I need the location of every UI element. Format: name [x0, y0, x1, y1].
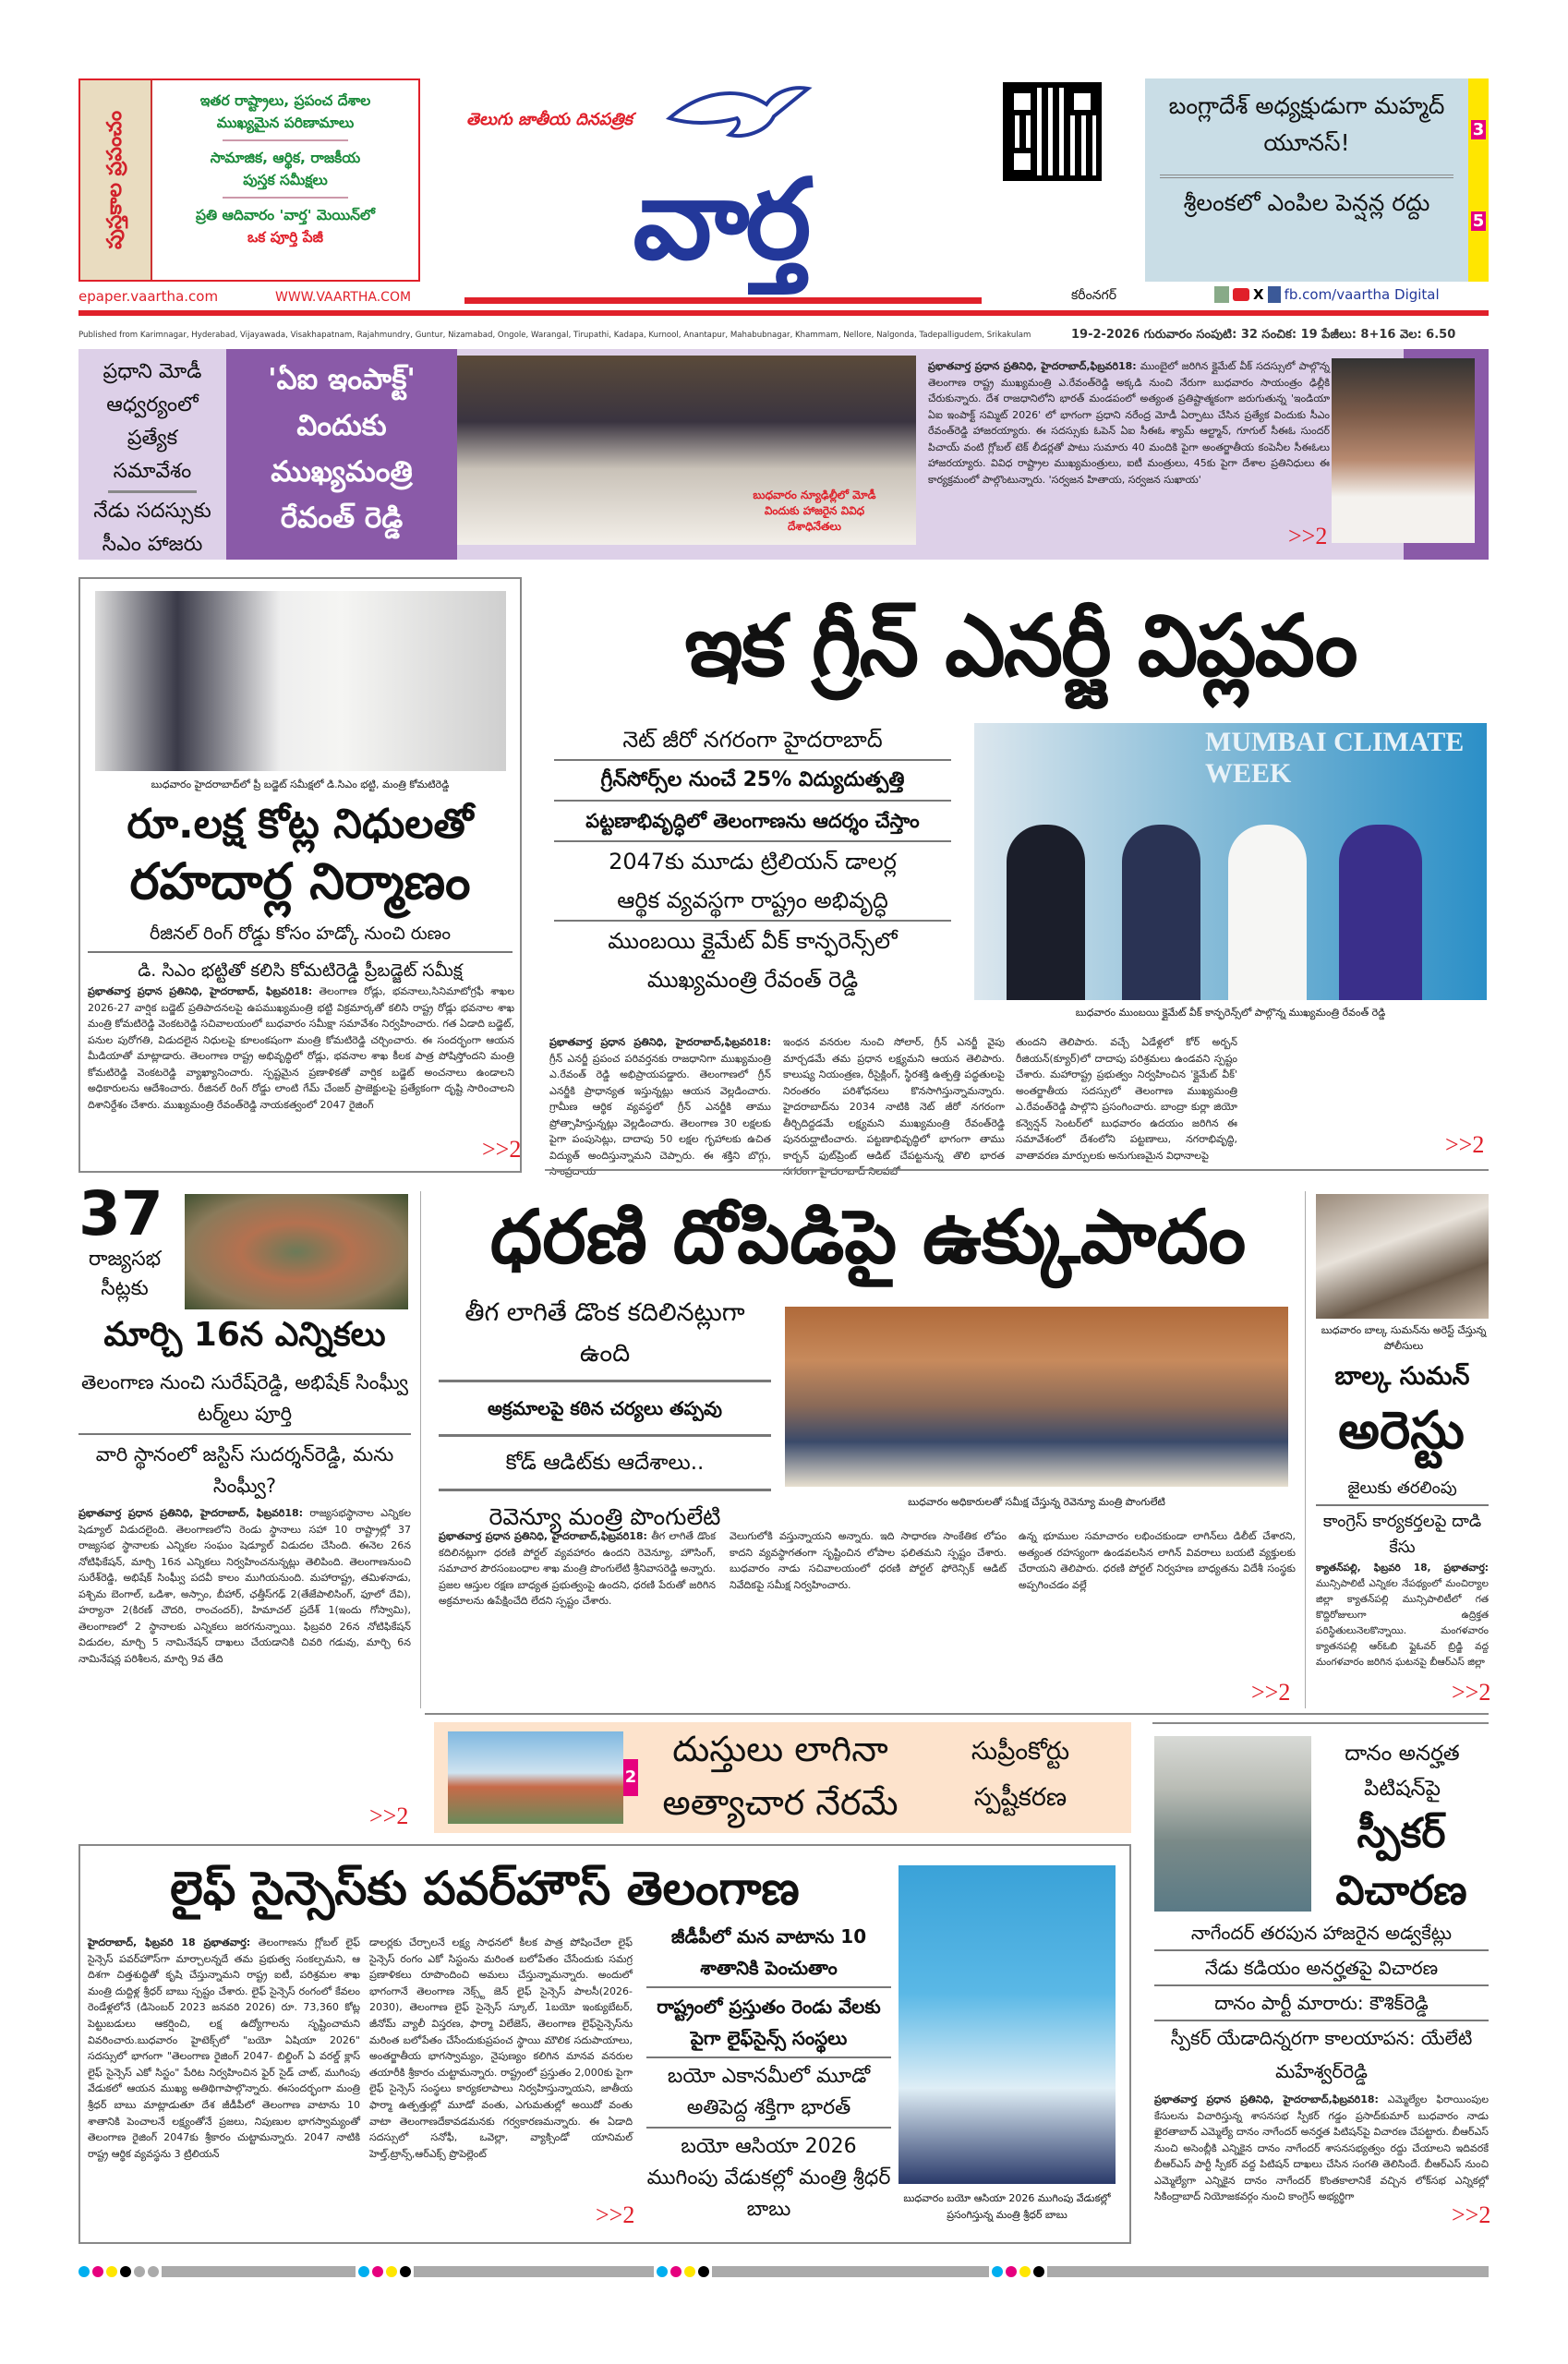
revenue-meeting-photo [785, 1307, 1288, 1487]
kicker-line: సీట్లకు [101, 1277, 149, 1300]
revanth-portrait [1332, 358, 1475, 543]
promo-box [78, 78, 420, 282]
dharani-body-col-2: వెలుగులోకి వస్తున్నాయని అన్నారు. ఇది సాధారణ సాంకేతిక లోపం కాదని వ్యవస్థాగతంగా సృష్టించిన లోపాల ఫలితమని స్పష్టం చేశారు. బుధవారం నాడు సచివాలయంలో ధరణి పోర్టల్ ఫోరెన్సిక్ ఆడిట్ నివేదికపై సమీక్ష నిర్వహించారు. [730, 1530, 1007, 1591]
headline-line: విచారణ [1335, 1867, 1467, 1914]
dharani-body-col-1: ప్రభాతవార్త ప్రధాన ప్రతినిధి, హైదరాబాద్,ఫిబ్రవరి18: తీగ లాగితే డొంక కదిలినట్లుగా ధరణి పోర్టల్ వ్యవహారం ఉందని రెవెన్యూ, హౌసింగ్, సమాచార పౌరసంబంధాల శాఖ మంత్రి పొంగులేటి శ్రీనివాసరెడ్డి అన్నారు. ప్రజల ఆస్తుల రక్షణ బాధ్యత ప్రభుత్వంపై ఉందని, ధరణి పేరుతో జరిగిన అక్రమాలను ఉపేక్షించేది లేదని స్పష్టం చేశారు. [439, 1530, 716, 1607]
teaser-page-badge: 3 [1472, 120, 1485, 139]
rajyasabha-headline: మార్చి 16న ఎన్నికలు [103, 1316, 386, 1354]
subheadline: కాంగ్రెస్ కార్యకర్తలపై దాడి కేసు [1322, 1512, 1482, 1557]
supreme-court-photo [448, 1731, 623, 1824]
promo-line: ఇతర రాష్ట్రాలు, ప్రపంచ దేశాల [199, 92, 371, 109]
social-handle[interactable]: fb.com/vaartha Digital [1284, 286, 1440, 303]
teaser-box [1145, 78, 1468, 282]
subheadline: వారి స్థానంలో జస్టిస్ సుదర్శన్‌రెడ్డి, మను సింఘ్వీ? [95, 1443, 394, 1497]
rajyasabha-body: ప్రభాతవార్త ప్రధాన ప్రతినిధి, హైదరాబాద్, ఫిబ్రవరి18: రాజ్యసభస్థానాల ఎన్నికల షెడ్యూల్ విడుదలైంది. తెలంగాణలోని రెండు స్థానాలు సహా 10 రాష్ట్రాల్లో 37 రాజ్యసభ స్థానాలకు ఎన్నికల సంఘం షెడ్యూల్ విడుదల చేసింది. ఈనెల 26న నోటిఫికేషన్, మార్చి 16న ఎన్నికలు నిర్వహించనున్నట్లు తెలిపింది. తెలంగాణనుంచి సురేశ్‌రెడ్డి, అభిషేక్ సింఘ్వీ పదవీ కాలం ముగియనుంది. మహారాష్ట్ర, తమిళనాడు, పశ్చిమ బెంగాల్, ఒడిశా, అస్సాం, బీహార్, ఛత్తీస్‌గఢ్ 2(తేజేపాలిసింగ్, ఫూలో దేవి), హర్యానా 2(కిరణ్ చౌదరి, రాంచందర్), హిమాచల్ ప్రదేశ్ 1(ఇందు గోస్వామి), తెలంగాణలో 2 స్థానాలకు ఎన్నికలు జరగనున్నాయి. ఫిబ్రవరి 26న నోటిఫికేషన్ విడుదల, మార్చి 5 నామినేషన్ దాఖలు చేయడానికి చివరి గడువు, మార్చి 6న నామినేషన్ల పరిశీలన, మార్చి 9వ తేది [78, 1507, 412, 1665]
photo-caption: బుధవారం బాల్క సుమన్‌ను అరెస్ట్ చేస్తున్న పోలీసులు [1321, 1324, 1487, 1352]
continued-link[interactable]: >>2 [1445, 1131, 1485, 1158]
epaper-link[interactable]: epaper.vaartha.com [78, 288, 219, 305]
promo-line: పుస్తక సమీక్షలు [243, 172, 328, 188]
kicker-line: సీఎం హాజరు [102, 533, 203, 556]
dharani-body-col-3: ఉన్న భూముల సమాచారం లభించకుండా లాగిన్‌లు డిలీట్ చేశారని, అత్యంత రహస్యంగా ఉండవలసిన లాగిన్ వివరాలు బయటి వ్యక్తులకు చేరాయని తెలిపారు. ధరణి పోర్టల్ నిర్వహణ బాధ్యతను విదేశీ సంస్థకు అప్పగించడం వల్లే [1019, 1530, 1296, 1591]
column-divider [1305, 1191, 1306, 1708]
photo-caption: బుధవారం ముంబయి క్లైమేట్ వీక్ కాన్ఫరెన్స్‌లో పాల్గొన్న ముఖ్యమంత్రి రేవంత్ రెడ్డి [1075, 1007, 1386, 1019]
qr-code[interactable] [1008, 88, 1096, 175]
headline-line: దుస్తులు లాగినా [672, 1729, 888, 1769]
balka-kicker: బాల్క సుమన్ [1334, 1362, 1470, 1391]
page-badge: 2 [623, 1759, 638, 1796]
dove-icon [665, 81, 813, 146]
photo-caption: బుధవారం న్యూఢిల్లీలో మోడీ విందుకు హాజరైన వివిధ దేశాధినేతలు [753, 488, 876, 533]
subheadline: డి. సిఎం భట్టితో కలిసి కోమటిరెడ్డి ప్రీబడ్జెట్ సమీక్ష [138, 960, 463, 981]
kicker-line: ఆధ్వర్యంలో [106, 393, 199, 416]
edition-name: కరీంనగర్ [1071, 288, 1116, 303]
promo-highlight: ఒక పూర్తి పేజీ [247, 229, 324, 246]
headline-line: అత్యాచార నేరమే [662, 1782, 899, 1823]
x-icon[interactable]: X [1253, 286, 1264, 303]
life-body-col-2: డాలర్లకు చేర్చాలనే లక్ష్య సాధనలో కీలక పాత్ర పోషించేలా లైఫ్ సైన్సెస్ రంగం ఎకో సిస్టంను మరింత బలోపేతం చేసేందుకు సమగ్ర ప్రణాళికలు రూపొందించి అమలు చేస్తున్నామన్నారు. అందులో భాగంగానే తెలంగాణ నెక్స్ట్ జెన్ లైఫ్ సైన్సెస్ పాలసీ(2026-2030), తెలంగాణ లైఫ్ సైన్సెస్ స్కూల్, 1బయో ఇంక్యుబేటర్, జీనోమ్ వ్యాలీ విస్తరణ, ఫార్మా విలేజెస్, తెలంగాణ లైఫ్‌సైన్సెస్‌ను మరింత బలోపేతం చేసేందుకుప్రపంచ స్థాయి మౌలిక సదుపాయాలు, అంతర్జాతీయ భాగస్వామ్యం, నైపుణ్యం కలిగిన మానవ వనరుల తయారీకి శ్రీకారం చుట్టామన్నారు. రాష్ట్రంలో ప్రస్తుతం 2,000కు పైగా లైఫ్ సైన్సెస్ సంస్థలు కార్యకలాపాలు నిర్వహిస్తున్నాయని, జాతీయ ఫార్మా ఉత్పత్తుల్లో మూడో వంతు, ఎగుమతుల్లో అయిదో వంతు వాటా తెలంగాణదేకావడమనకు గర్వకారణమన్నారు. ఈ ఏడాది సదస్సులో సనోఫీ, ఒవెల్లా, వ్యాక్సిండో యానిమల్ హెల్త్,ట్రాన్స్,ఆర్ఎక్స్ ప్రొపెల్లెంట్ [369, 1936, 633, 2160]
section-rule [545, 1169, 1489, 1171]
kicker-line: ప్రధాని మోడీ [103, 360, 202, 383]
kicker-line: సమావేశం [113, 460, 192, 483]
life-body-col-1: హైదరాబాద్, ఫిబ్రవరి 18 ప్రభాతవార్త: తెలంగాణను గ్లోబల్ లైఫ్ సైన్సెస్ పవర్‌హౌస్‌గా మార్చాలన్నదే తమ ప్రభుత్వ సంకల్పమని, ఆ దిశగా చిత్తశుద్ధితో కృషి చేస్తున్నామని రాష్ట్ర ఐటీ, పరిశ్రమల శాఖ మంత్రి దుద్దిళ్ల శ్రీధర్ బాబు స్పష్టం చేశారు. లైఫ్ సైన్సెస్ రంగంలో కేవలం రెండేళ్లలోనే (డిసెంబర్ 2023 జనవరి 2026) రూ. 73,360 కోట్ల పెట్టుబడులు ఆకర్షించి, లక్ష ఉద్యోగాలను సృష్టించామని వివరించారు.బుధవారం హైటెక్స్‌లో "బయో ఏషియా 2026" సదస్సులో భాగంగా "తెలంగాణ రైజింగ్ 2047- బిల్డింగ్ ఏ వరల్డ్ క్లాస్ లైఫ్ సైన్సెస్ ఎకో సిస్టం" పేరిట నిర్వహించిన ఫైర్ సైడ్ చాట్, ముగింపు వేడుకలో ఆయన ముఖ్య అతిథిగాపాల్గొన్నారు. ఈసందర్భంగా మంత్రి శ్రీధర్ బాబు మాట్లాడుతూ దేశ జీడీపీలో తెలంగాణ వాటాను 10 శాతానికి పెంచాలనే లక్ష్యంతోనే ప్రజలు, నిపుణుల భాగస్వామ్యంతో తెలంగాణ రైజింగ్ 2047కు శ్రీకారం చుట్టామన్నారు. 2047 నాటికి రాష్ట్ర ఆర్థిక వ్యవస్థను 3 ట్రిలియన్ [88, 1936, 360, 2160]
budget-meeting-photo [95, 591, 506, 771]
balka-body: క్యాతన్‌పల్లి, ఫిబ్రవరి 18, ప్రభాతవార్త: మున్సిపాలిటీ ఎన్నికల నేపథ్యంలో మంచిర్యాల జిల్లా క్యాతన్‌పల్లి మున్సిపాలిటీలో గత కొద్దిరోజులుగా ఉద్రిక్తత పరిస్థితులునెలకొన్నాయి. మంగళవారం క్యాతనపల్లి ఆర్‌ఓబి ఫ్లైఓవర్ బ్రిడ్జి వద్ద మంగళవారం జరిగిన ఘటనపై బీఆర్‌ఎస్ జిల్లా [1316, 1562, 1489, 1668]
color-registration-strip [78, 2264, 1489, 2279]
website-link[interactable]: WWW.VAARTHA.COM [275, 290, 412, 305]
continued-link[interactable]: >>2 [369, 1803, 409, 1829]
app-icon[interactable] [1214, 286, 1229, 303]
modi-dinner-photo [457, 356, 916, 545]
ai-headline-panel: 'ఏఐ ఇంపాక్ట్' విందుకు ముఖ్యమంత్రి రేవంత్ రెడ్డి [226, 349, 457, 560]
promo-line: ప్రతి ఆదివారం 'వార్త' మెయిన్‌లో [195, 207, 376, 223]
parliament-photo [185, 1194, 408, 1309]
roads-body: ప్రభాతవార్త ప్రధాన ప్రతినిధి, హైదరాబాద్, ఫిబ్రవరి18: తెలంగాణ రోడ్లు, భవనాలు,సినిమాటోగ్రఫీ శాఖల 2026-27 వార్షిక బడ్జెట్ ప్రతిపాదనలపై ఉపముఖ్యమంత్రి భట్టి విక్రమార్కతో కలిసి రాష్ట్ర రోడ్లు భవనాల శాఖ మంత్రి కోమటిరెడ్డి వెంకటరెడ్డి సచివాలయంలో బుధవారం సమీక్షా సమావేశం నిర్వహించారు. గత ఏడాది బడ్జెట్, పనుల పురోగతి, విడుదలైన నిధులపై కూలంకషంగా మంత్రి కోమటిరెడ్డి చర్చించారు. ఈ సందర్భంగా ఆయన మీడియాతో మాట్లాడారు. తెలంగాణ రాష్ట్ర అభివృద్ధిలో రోడ్లు, భవనాల శాఖ కీలక పాత్ర పోషిస్తోందని మంత్రి కోమటిరెడ్డి వెంకటరెడ్డి వ్యాఖ్యానించారు. స్పష్టమైన ప్రణాళికతో వార్షిక బడ్జెట్ అంచనాలు ఉండాలని అధికారులను ఆదేశించారు. రీజినల్ రింగ్ రోడ్డు లాంటి గేమ్ చేంజర్ ప్రాజెక్టులపై ప్రత్యేకంగా దృష్టి సారించాలని దిశానిర్దేశం చేశారు. ముఖ్యమంత్రి రేవంత్‌రెడ్డి నాయకత్వంలో 2047 రైజింగ్ [88, 985, 514, 1111]
masthead-logo: వార్త [633, 156, 808, 284]
kicker-line: ప్రత్యేక [127, 427, 178, 450]
photo-caption: బుధవారం హైదరాబాద్‌లో ప్రీ బడ్జెట్ సమీక్షలో డి.సిఎం భట్టి, మంత్రి కోమటిరెడ్డి [151, 778, 450, 790]
promo-line: సామాజిక, ఆర్థిక, రాజకీయ [210, 150, 361, 166]
subheadline: రీజినల్ రింగ్ రోడ్డు కోసం హడ్కో నుంచి రుణం [150, 923, 451, 944]
kicker-line: నేడు సదస్సుకు [93, 500, 211, 523]
kicker-line: రాజ్యసభ [88, 1248, 162, 1271]
life-subheadlines: జీడీపీలో మన వాటాను 10 శాతానికి పెంచుతాం రాష్ట్రంలో ప్రస్తుతం రెండు వేలకు పైగా లైఫ్‌సైన్స్ సంస్థలు బయో ఎకానమీలో మూడో అతిపెద్ద శక్తిగా భారత్ బయో ఆసియా 2026 ముగింపు వేడుకల్లో మంత్రి శ్రీధర్ బాబు [646, 1925, 891, 2221]
continued-link[interactable]: >>2 [482, 1136, 522, 1163]
green-body-col-2: ఇంధన వనరుల నుంచి సోలార్, గ్రీన్ ఎనర్జీ వైపు మార్చడమే తమ ప్రధాన లక్ష్యమని ఆయన తెలిపారు. కాలుష్య నియంత్రణ, రీసైక్లింగ్, స్థిరశక్తి ఉత్పత్తి పద్ధతులపై నిరంతరం పరిశోధనలు కొనసాగిస్తున్నామన్నారు. హైదరాబాద్‌ను 2034 నాటికి నెట్ జీరో నగరంగా తీర్చిదిద్దడమే లక్ష్యమని ముఖ్యమంత్రి రేవంత్‌రెడ్డి పునరుద్ఘాటించారు. పట్టణాభివృద్ధిలో భాగంగా తాము కార్బన్ ఫుట్‌ప్రింట్ ఆడిట్ చేపట్టనున్న తొలి భారత నగరంగా హైదరాబాద్ నిలవబో [783, 1036, 1005, 1177]
speaker-photo [1154, 1736, 1311, 1912]
youtube-icon[interactable] [1233, 288, 1249, 301]
social-links[interactable] [1214, 286, 1440, 303]
photo-sign: MUMBAI CLIMATE WEEK [1205, 727, 1465, 789]
green-headline: ఇక గ్రీన్ ఎనర్జీ విప్లవం [684, 597, 1357, 695]
climate-week-photo [974, 723, 1487, 1000]
continued-link[interactable]: >>2 [1452, 1679, 1491, 1706]
life-headline: లైఫ్ సైన్సెస్‌కు పవర్‌హౌస్ తెలంగాణ [170, 1862, 800, 1915]
masthead-tagline: తెలుగు జాతీయ దినపత్రిక [466, 110, 633, 129]
column-divider [420, 1191, 421, 1708]
continued-link[interactable]: >>2 [1452, 2201, 1491, 2228]
continued-link[interactable]: >>2 [596, 2201, 635, 2228]
sridhar-babu-photo [899, 1865, 1116, 2184]
green-body-col-3: తుందని తెలిపారు. వచ్చే ఏడేళ్లలో కోర్ అర్బన్ రీజియన్‌(క్యూర్)లో దాదాపు పరిశ్రమలు ఉండవని స్పష్టం చేశారు. మహారాష్ట్ర ప్రభుత్వం నిర్వహించిన 'క్లైమేట్ వీక్' అంతర్జాతీయ సదస్సులో తెలంగాణ ముఖ్యమంత్రి ఎ.రేవంత్‌రెడ్డి పాల్గొని ప్రసంగించారు. బాంద్రా కుర్లా జియో కన్వెన్షన్ సెంటర్‌లో బుధవారం ఉదయం జరిగిన ఈ సమావేశంలో దేశంలోని పట్టణాలు, నగరాభివృద్ధి, వాతావరణ మార్పులకు అనుగుణమైన విధానాలపై [1016, 1036, 1237, 1162]
kicker-line: పిటిషన్‌పై [1363, 1777, 1441, 1801]
balka-headline: అరెస్టు [1338, 1401, 1465, 1461]
facebook-icon[interactable] [1268, 286, 1281, 303]
teaser-1[interactable]: బంగ్లాదేశ్ అధ్యక్షుడుగా మహ్మద్ యూనస్! [1168, 92, 1445, 156]
teaser-2[interactable]: శ్రీలంకలో ఎంపిల పెన్షన్ల రద్దు [1183, 189, 1430, 216]
green-body-col-1: ప్రభాతవార్త ప్రధాన ప్రతినిధి, హైదరాబాద్,ఫిబ్రవరి18: గ్రీన్ ఎనర్జీ ప్రపంచ పరివర్తనకు రాజధానిగా ముఖ్యమంత్రి ఎ.రేవంత్ రెడ్డి అభిప్రాయపడ్డారు. తెలంగాణలో గ్రీన్ ఎనర్జీకి ప్రాధాన్యత ఇస్తున్నట్లు ఆయన వెల్లడించారు. గ్రామీణ ఆర్థిక వ్యవస్థలో గ్రీన్ ఎనర్జీకి తాము ప్రోత్సాహిస్తున్నట్లు వెల్లడించారు. తెలంగాణ 30 లక్షలకు పైగా పంపుసెట్లు, దాదాపు 50 లక్షల గృహాలకు ఉచిత విద్యుత్ అందిస్తున్నామని చెప్పారు. ఈ శక్తిని బొగ్గు, సాంప్రదాయ [549, 1036, 771, 1177]
section-rule [1152, 1722, 1489, 1724]
teaser-page-strip [1468, 78, 1489, 282]
headline-line: స్పీకర్ [1357, 1810, 1446, 1857]
promo-sidebar: పుస్తకాల ప్రపంచం [80, 80, 152, 280]
seat-count: 37 [78, 1178, 163, 1249]
promo-line: ముఖ్యమైన పరిణామాలు [216, 115, 355, 131]
speaker-subheadlines: నాగేందర్ తరపున హాజరైన అడ్వకేట్లు నేడు కడియం అనర్హతపై విచారణ దానం పార్టీ మారారు: కౌశిక్‌రెడ్డి స్పీకర్ యేడాదిన్నరగా కాలయాపన: యేలేటి మహేశ్వర్‌రెడ్డి [1154, 1916, 1489, 2088]
dateline: 19-2-2026 గురువారం సంపుటి: 32 సంచిక: 19 పేజీలు: 8+16 వెల: 6.50 [1071, 328, 1456, 342]
kicker-line: సుప్రీంకోర్టు [971, 1737, 1070, 1766]
kicker-line: స్పష్టీకరణ [973, 1783, 1067, 1812]
roads-headline: రూ.లక్ష కోట్ల నిధులతో రహదార్ల నిర్మాణం [127, 801, 474, 911]
dharani-subheadlines: తీగ లాగితే డొంక కదిలినట్లుగా ఉంది అక్రమాలపై కఠిన చర్యలు తప్పవు కోడ్ ఆడిట్‌కు ఆదేశాలు.. రెవెన్యూ మంత్రి పొంగులేటి [439, 1293, 771, 1538]
teaser-page-badge: 5 [1472, 211, 1485, 231]
kicker-line: దానం అనర్హత [1345, 1742, 1460, 1766]
dharani-headline: ధరణి దోపిడిపై ఉక్కుపాదం [489, 1194, 1247, 1280]
logo-underline [464, 297, 982, 304]
subheadline: తెలంగాణ నుంచి సురేష్‌రెడ్డి, అభిషేక్ సింఘ్వీ టర్మ్‌లు పూర్తి [80, 1371, 409, 1425]
ai-story-body: ప్రభాతవార్త ప్రధాన ప్రతినిధి, హైదరాబాద్,ఫిబ్రవరి18: ముంబైలో జరిగిన క్లైమేట్ వీక్ సదస్సులో పాల్గొన్న తెలంగాణ రాష్ట్ర ముఖ్యమంత్రి ఎ.రేవంత్‌రెడ్డి అక్కడి నుంచి నేరుగా బుధవారం సాయంత్రం ఢిల్లీకి చేరుకున్నారు. దేశ రాజధానిలోని భారత్ మండపంలో అత్యంత ప్రతిష్టాత్మకంగా జరుగుతున్న 'ఇండియా ఏఐ ఇంపాక్ట్ సమ్మిట్ 2026' లో భాగంగా ప్రధాని నరేంద్ర మోడీ ఏర్పాటు చేసిన ప్రత్యేక విందుకు సీఎం రేవంత్‌రెడ్డి హాజరయ్యారు. ఈ సదస్సుకు ఓపెన్ ఏఐ సీఈఓ శ్యామ్ ఆల్ట్మాన్, గూగుల్ సీఈఓ సుందర్ పిచాయ్ వంటి గ్లోబల్ టెక్ లీడర్లతో పాటు సుమారు 40 మందికి పైగా అంతర్జాతీయ కంపెనీల సీఈఓలు హాజరయ్యారు. వివిధ రాష్ట్రాల ముఖ్యమంత్రులు, ఐటీ మంత్రులు, 45కు పైగా దేశాల ప్రతినిధులు ఈ కార్యక్రమంలో పాల్గొంటున్నారు. 'సర్వజన హితాయ, సర్వజన సుఖాయ' [928, 360, 1330, 486]
continued-link[interactable]: >>2 [1251, 1679, 1291, 1706]
photo-caption: బుధవారం అధికారులతో సమీక్ష చేస్తున్న రెవెన్యూ మంత్రి పొంగులేటి [908, 1496, 1165, 1508]
continued-link[interactable]: >>2 [1288, 523, 1328, 549]
green-subheadlines: నెట్ జీరో నగరంగా హైదరాబాద్ గ్రీన్‌సోర్స్‌ల నుంచే 25% విద్యుదుత్పత్తి పట్టణాభివృద్ధిలో తెలంగాణను ఆదర్శం చేస్తాం 2047కు మూడు ట్రిలియన్ డాలర్ల ఆర్థిక వ్యవస్థగా రాష్ట్రం అభివృద్ధి ముంబయి క్లైమేట్ వీక్ కాన్ఫరెన్స్‌లో ముఖ్యమంత్రి రేవంత్ రెడ్డి [554, 720, 951, 999]
section-rule [425, 1713, 1489, 1715]
speaker-body: ప్రభాతవార్త ప్రధాన ప్రతినిధి, హైదరాబాద్,ఫిబ్రవరి18: ఎమ్మెల్యేల ఫిరాయింపుల కేసులను విచారిస్తున్న శాసనసభ స్పీకర్ గడ్డం ప్రసాద్‌కుమార్ బుధవారం నాడు ఖైరతాబాద్ ఎమ్మెల్యే దానం నాగేందర్ అనర్హత పిటిషన్‌పై విచారణ చేపట్టారు. బీఆర్‌ఎస్ నుంచి అసెంబ్లీకి ఎన్నికైన దానం నాగేందర్ శాసనసభ్యత్వం రద్దు చేయాలని ఇదివరకే బీఆర్‌ఎస్ పార్టీ స్పీకర్ వద్ద పిటిషన్ దాఖలు చేసిన సంగతి తెలిసిందే. బీఆర్‌ఎస్ నుంచి ఎమ్మెల్యేగా ఎన్నికైన దానం నాగేందర్ కొంతకాలానికే వచ్చిన లోక్‌సభ ఎన్నికల్లో సికింద్రాబాద్ నియోజకవర్గం నుంచి కాంగ్రెస్ అభ్యర్థిగా [1154, 2093, 1489, 2202]
masthead-rule [78, 310, 1489, 316]
published-from: Published from Karimnagar, Hyderabad, Vijayawada, Visakhapatnam, Rajahmundry, Guntur, Nizamabad, Ongole, Warangal, Tirupathi, Kadapa, Kurnool, Anantapur, Mahabubnagar, Khammam, Nellore, Nalgonda, Tadepalligudem, Srikakulam [78, 331, 1031, 340]
photo-caption: బుధవారం బయో ఆసియా 2026 ముగింపు వేడుకల్లో ప్రసంగిస్తున్న మంత్రి శ్రీధర్ బాబు [903, 2192, 1111, 2221]
arrest-photo [1316, 1194, 1489, 1319]
subheadline: జైలుకు తరలింపు [1347, 1478, 1457, 1498]
